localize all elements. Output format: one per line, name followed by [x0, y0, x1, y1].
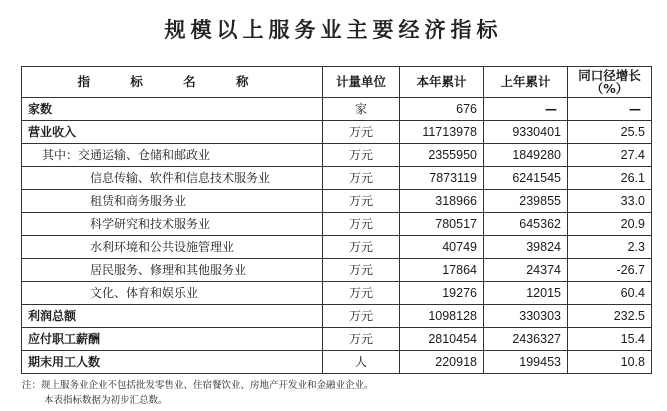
row-unit: 家	[323, 98, 400, 121]
table-row	[22, 213, 652, 236]
table-row	[22, 305, 652, 328]
row-current-value: 220918	[400, 351, 484, 374]
row-indicator-name: 信息传输、软件和信息技术服务业	[22, 167, 323, 190]
row-current-value: 7873119	[400, 167, 484, 190]
header-current: 本年累计	[400, 67, 484, 98]
row-growth-value: 20.9	[568, 213, 652, 236]
row-growth-value: -26.7	[568, 259, 652, 282]
row-previous-value: 12015	[484, 282, 568, 305]
row-previous-value: 330303	[484, 305, 568, 328]
row-previous-value: 2436327	[484, 328, 568, 351]
row-current-value: 1098128	[400, 305, 484, 328]
header-growth-line1: 同口径增长	[578, 68, 641, 83]
row-growth-value: 26.1	[568, 167, 652, 190]
row-current-value: 318966	[400, 190, 484, 213]
row-unit: 万元	[323, 328, 400, 351]
row-growth-value: 33.0	[568, 190, 652, 213]
row-previous-value: 24374	[484, 259, 568, 282]
row-current-value: 2810454	[400, 328, 484, 351]
row-growth-value: 15.4	[568, 328, 652, 351]
header-growth	[568, 67, 652, 98]
table-notes	[22, 378, 374, 408]
row-unit: 万元	[323, 167, 400, 190]
note-line-1: 注：规上服务业企业不包括批发零售业、住宿餐饮业、房地产开发业和金融业企业。	[22, 380, 374, 391]
table-row	[22, 167, 652, 190]
row-previous-value: 6241545	[484, 167, 568, 190]
row-indicator-name: 营业收入	[22, 121, 323, 144]
row-indicator-name: 文化、体育和娱乐业	[22, 282, 323, 305]
indicators-table	[21, 66, 652, 374]
table-row	[22, 236, 652, 259]
table-row	[22, 328, 652, 351]
header-previous: 上年累计	[484, 67, 568, 98]
row-growth-value: 232.5	[568, 305, 652, 328]
row-current-value: 676	[400, 98, 484, 121]
row-previous-value: 199453	[484, 351, 568, 374]
row-previous-value: —	[484, 98, 568, 121]
row-growth-value: 60.4	[568, 282, 652, 305]
header-growth-line2: （%）	[590, 81, 629, 96]
row-current-value: 2355950	[400, 144, 484, 167]
table-row	[22, 351, 652, 374]
header-unit: 计量单位	[323, 67, 400, 98]
row-unit: 万元	[323, 305, 400, 328]
row-unit: 人	[323, 351, 400, 374]
row-unit: 万元	[323, 144, 400, 167]
row-previous-value: 645362	[484, 213, 568, 236]
row-current-value: 40749	[400, 236, 484, 259]
row-unit: 万元	[323, 236, 400, 259]
table-row	[22, 121, 652, 144]
row-unit: 万元	[323, 121, 400, 144]
row-unit: 万元	[323, 259, 400, 282]
row-growth-value: 27.4	[568, 144, 652, 167]
header-indicator: 指 标 名 称	[22, 67, 323, 98]
row-indicator-name: 居民服务、修理和其他服务业	[22, 259, 323, 282]
row-growth-value: 25.5	[568, 121, 652, 144]
table-row	[22, 98, 652, 121]
row-indicator-name: 科学研究和技术服务业	[22, 213, 323, 236]
row-growth-value: —	[568, 98, 652, 121]
table-row	[22, 190, 652, 213]
row-unit: 万元	[323, 282, 400, 305]
row-unit: 万元	[323, 213, 400, 236]
row-indicator-name: 利润总额	[22, 305, 323, 328]
row-indicator-name: 水利环境和公共设施管理业	[22, 236, 323, 259]
row-current-value: 17864	[400, 259, 484, 282]
row-indicator-name: 应付职工薪酬	[22, 328, 323, 351]
row-current-value: 11713978	[400, 121, 484, 144]
row-indicator-name: 期末用工人数	[22, 351, 323, 374]
row-current-value: 19276	[400, 282, 484, 305]
table-row	[22, 282, 652, 305]
table-header-row	[22, 67, 652, 98]
row-previous-value: 1849280	[484, 144, 568, 167]
note-line-2: 本表指标数据为初步汇总数。	[44, 395, 168, 406]
row-growth-value: 2.3	[568, 236, 652, 259]
row-previous-value: 239855	[484, 190, 568, 213]
row-unit: 万元	[323, 190, 400, 213]
page-title: 规模以上服务业主要经济指标	[164, 18, 503, 42]
row-current-value: 780517	[400, 213, 484, 236]
row-previous-value: 9330401	[484, 121, 568, 144]
row-indicator-name: 其中：交通运输、仓储和邮政业	[22, 144, 323, 167]
row-indicator-name: 租赁和商务服务业	[22, 190, 323, 213]
table-row	[22, 259, 652, 282]
row-previous-value: 39824	[484, 236, 568, 259]
row-indicator-name: 家数	[22, 98, 323, 121]
row-growth-value: 10.8	[568, 351, 652, 374]
table-row	[22, 144, 652, 167]
